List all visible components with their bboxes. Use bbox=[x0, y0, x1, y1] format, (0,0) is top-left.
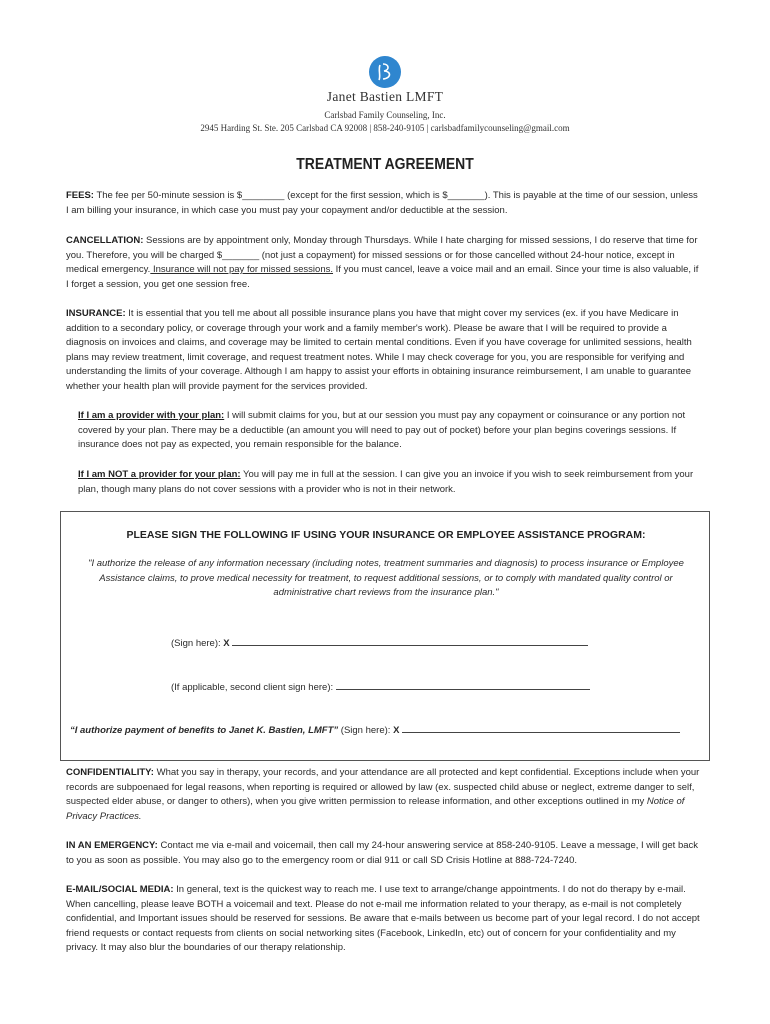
email-social-label: E-MAIL/SOCIAL MEDIA: bbox=[66, 884, 174, 895]
client-sign-label: (Sign here): bbox=[171, 638, 224, 649]
x-mark: X bbox=[223, 638, 230, 649]
x-mark: X bbox=[393, 725, 400, 736]
authorization-quote: "I authorize the release of any information necessary (including notes, treatment summaries and diagnosis) to process insurance or Employee Assistance claims, to prove medical necessity for treatment, to request additional sessions, or to comply with mandated quality control or administrative chart reviews from the insurance plan." bbox=[88, 558, 684, 598]
page-title: TREATMENT AGREEMENT bbox=[296, 156, 474, 173]
cancellation-text: Sessions are by appointment only, Monday through Thursdays. While I hate charging for missed sessions, I do reserve that time for you. Therefore, you will be charged $_______ (not just a copayment) for missed sessions or for those cancelled without 24-hour notice, except in medical emergency. bbox=[66, 235, 698, 275]
signature-box-heading: PLEASE SIGN THE FOLLOWING IF USING YOUR INSURANCE OR EMPLOYEE ASSISTANCE PROGRAM: bbox=[126, 529, 646, 541]
insurance-signature-box bbox=[60, 511, 710, 761]
insurance-paragraph bbox=[66, 307, 702, 394]
second-client-sign-label: (If applicable, second client sign here): bbox=[171, 682, 336, 693]
benefits-authorization-line[interactable] bbox=[70, 723, 680, 736]
fees-label: FEES: bbox=[66, 190, 94, 201]
insurance-label: INSURANCE: bbox=[66, 308, 126, 319]
email-social-text: In general, text is the quickest way to reach me. I use text to arrange/change appointments. I do not do therapy by e-mail. When cancelling, please leave BOTH a voicemail and text. Please do not e-mail me information related to your therapy, as e-mail is not completely confidential, and Important issues should be reserved for sessions. Be aware that e-mails between us become part of your legal record. I do not accept friend requests or contact requests from clients on social networking sites (Facebook, LinkedIn, etc) out of concern for your confidentiality and my privacy. It may also blur the boundaries of our therapy relationship. bbox=[66, 884, 700, 953]
confidentiality-label: CONFIDENTIALITY: bbox=[66, 767, 154, 778]
client-signature-field[interactable] bbox=[232, 636, 588, 646]
emergency-paragraph bbox=[66, 839, 702, 868]
practitioner-name: Janet Bastien LMFT bbox=[326, 89, 444, 104]
cancellation-paragraph bbox=[66, 234, 702, 292]
organization-name: Carlsbad Family Counseling, Inc. bbox=[324, 110, 446, 120]
logo-icon bbox=[369, 56, 401, 88]
cancellation-text-2: If you must cancel, leave a voice mail and an email. Since your time is also valuable, if I forget a session, you get one session free. bbox=[66, 264, 699, 290]
client-signature-line[interactable] bbox=[171, 636, 588, 649]
benefits-sign-label: (Sign here): bbox=[338, 725, 394, 736]
cancellation-label: CANCELLATION: bbox=[66, 235, 144, 246]
confidentiality-paragraph bbox=[66, 766, 702, 824]
insurance-text: It is essential that you tell me about all possible insurance plans you have that might cover my services (ex. if you have Medicare in addition to a secondary policy, or coverage through your work and a family member's work). Please be aware that I will be required to provide a diagnosis on invoices and claims, and coverage may be limited to certain mental conditions. Even if you have coverage for unlimited sessions, health plans may review treatment, limit coverage, and request treatment notes. While I may check coverage for you, you are responsible for verifying and understanding the limits of your coverage. Although I am happy to assist your efforts in obtaining insurance reimbursement, I am unable to guarantee whether your health plan will provide payment for the services provided. bbox=[66, 308, 692, 392]
not-provider-label: If I am NOT a provider for your plan: bbox=[78, 469, 241, 480]
not-provider-text: You will pay me in full at the session. I can give you an invoice if you wish to seek reimbursement from your plan, though many plans do not cover sessions with a provider who is not in their network. bbox=[78, 469, 694, 495]
email-social-paragraph bbox=[66, 883, 702, 956]
provider-text: I will submit claims for you, but at our session you must pay any copayment or coinsurance or any portion not covered by your plan. There may be a deductible (an amount you will need to pay out of pocket) before your plan begins coverings sessions. If insurance does not pay as expected, you remain responsible for the balance. bbox=[78, 410, 686, 450]
contact-address: 2945 Harding St. Ste. 205 Carlsbad CA 92008 | 858-240-9105 | carlsbadfamilycounseling@gmail.com bbox=[200, 123, 570, 133]
fees-text: The fee per 50-minute session is $________ (except for the first session, which is $_______). This is payable at the time of our session, unless I am billing your insurance, in which case you must pay your copayment and/or deductible at the session. bbox=[66, 190, 698, 216]
benefits-authorization-text: “I authorize payment of benefits to Janet K. Bastien, LMFT” bbox=[70, 725, 339, 736]
emergency-label: IN AN EMERGENCY: bbox=[66, 840, 158, 851]
fees-paragraph bbox=[66, 189, 702, 218]
emergency-text: Contact me via e-mail and voicemail, then call my 24-hour answering service at 858-240-9105. Leave a message, I will get back to you as soon as possible. You may also go to the emergency room or dial 911 or call SD Crisis Hotline at 888-724-7240. bbox=[66, 840, 699, 866]
insurance-provider-paragraph bbox=[78, 409, 702, 453]
cancellation-insurance-note: Insurance will not pay for missed sessions. bbox=[150, 264, 334, 275]
provider-label: If I am a provider with your plan: bbox=[78, 410, 225, 421]
insurance-not-provider-paragraph bbox=[78, 468, 702, 497]
benefits-signature-field[interactable] bbox=[402, 723, 680, 733]
confidentiality-text: What you say in therapy, your records, and your attendance are all protected and kept confidential. Exceptions include when your records are subpoenaed for legal reasons, when reporting is required or allowed by law (ex. suspected child abuse or neglect, extreme danger to self, suspected elder abuse, or danger to others), when you give written permission to release information, and other exceptions outlined in my bbox=[66, 767, 700, 807]
privacy-practices-reference: Notice of Privacy Practices. bbox=[66, 796, 685, 822]
second-client-signature-field[interactable] bbox=[336, 680, 590, 690]
second-client-signature-line[interactable] bbox=[171, 680, 590, 693]
